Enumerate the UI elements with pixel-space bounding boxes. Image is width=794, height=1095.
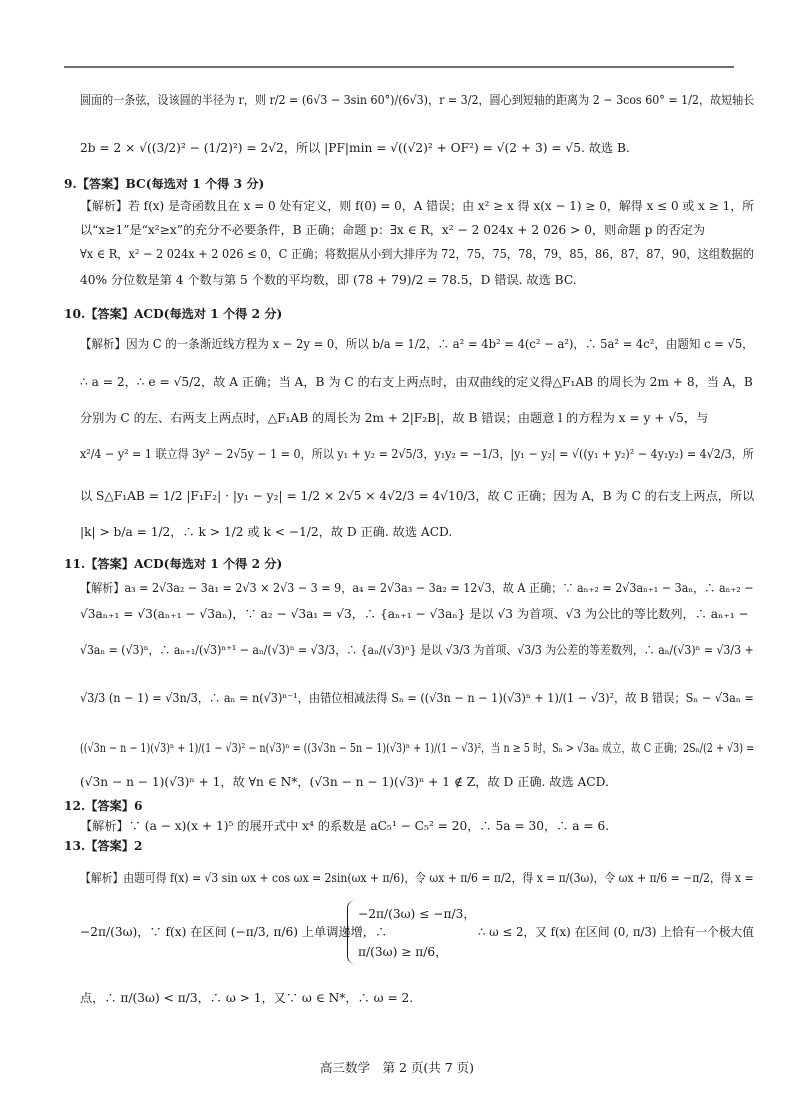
answer-heading-q10: 10.【答案】ACD(每选对 1 个得 2 分) xyxy=(64,307,283,321)
text-line: √3/3 (n − 1) = √3n/3，∴ aₙ = n(√3)ⁿ⁻¹，由错位相减法得 Sₙ = ((√3n − n − 1)(√3)ⁿ + 1)/(1 − √3)²，故 B 错误；Sₙ − √3aₙ = xyxy=(80,691,754,705)
text-line: ∀x ∈ R，x² − 2 024x + 2 026 ≤ 0，C 正确；将数据从小到大排序为 72，75，75，78，79，85，86，87，87，90，这组数据的 xyxy=(80,247,754,261)
text-line: 分别为 C 的左、右两支上两点时，△F₁AB 的周长为 2m + 2|F₂B|，故 B 错误；由题意 l 的方程为 x = y + √5，与 xyxy=(80,411,709,425)
text-line: ∴ ω ≤ 2，又 f(x) 在区间 (0, π/3) 上恰有一个极大值 xyxy=(478,925,755,939)
text-line: 40% 分位数是第 4 个数与第 5 个数的平均数，即 (78 + 79)/2 = 78.5，D 错误. 故选 BC. xyxy=(80,273,577,287)
text-line: ∴ a = 2，∴ e = √5/2，故 A 正确；当 A，B 为 C 的右支上两点时，由双曲线的定义得△F₁AB 的周长为 2m + 8，当 A，B xyxy=(80,375,753,389)
answer-heading-q13: 13.【答案】2 xyxy=(64,839,143,853)
text-line: √3aₙ₊₁ = √3(aₙ₊₁ − √3aₙ)，∵ a₂ − √3a₁ = √3，∴ {aₙ₊₁ − √3aₙ} 是以 √3 为首项、√3 为公比的等比数列，∴ aₙ₊₁ − xyxy=(80,607,749,621)
text-line: (√3n − n − 1)(√3)ⁿ + 1，故 ∀n ∈ N*，(√3n − n − 1)(√3)ⁿ + 1 ∉ Z，故 D 正确. 故选 ACD. xyxy=(80,775,609,789)
text-line: 以 S△F₁AB = 1/2 |F₁F₂| · |y₁ − y₂| = 1/2 × 2√5 × 4√2/3 = 4√10/3，故 C 正确；因为 A，B 为 C 的右支上两点，所以 xyxy=(80,489,755,503)
text-line: |k| > b/a = 1/2，∴ k > 1/2 或 k < −1/2，故 D 正确. 故选 ACD. xyxy=(80,525,453,539)
text-line: x²/4 − y² = 1 联立得 3y² − 2√5y − 1 = 0，所以 y₁ + y₂ = 2√5/3，y₁y₂ = −1/3，|y₁ − y₂| = √((y₁ + y₂)² − 4y₁y₂) = 4√2/3，所 xyxy=(80,447,754,461)
text-line: 【解析】若 f(x) 是奇函数且在 x = 0 处有定义，则 f(0) = 0，A 错误；由 x² ≥ x 得 x(x − 1) ≥ 0，解得 x ≤ 0 或 x ≥ 1，所 xyxy=(80,199,755,213)
text-line: √3aₙ = (√3)ⁿ，∴ aₙ₊₁/(√3)ⁿ⁺¹ − aₙ/(√3)ⁿ = √3/3，∴ {aₙ/(√3)ⁿ} 是以 √3/3 为首项、√3/3 为公差的等差数列，∴ aₙ/(√3)ⁿ = √3/3 + xyxy=(80,643,754,657)
inequality-line: π/(3ω) ≥ π/6， xyxy=(358,945,448,959)
text-line: 【解析】由题可得 f(x) = √3 sin ωx + cos ωx = 2sin(ωx + π/6)，令 ωx + π/6 = π/2，得 x = π/(3ω)，令 ωx + π/6 = −π/2，得 x = xyxy=(80,871,754,885)
text-line: 2b = 2 × √((3/2)² − (1/2)²) = 2√2，所以 |PF|min = √((√2)² + OF²) = √(2 + 3) = √5. 故选 B. xyxy=(80,141,630,155)
text-line: ((√3n − n − 1)(√3)ⁿ + 1)/(1 − √3)² − n(√3)ⁿ = ((3√3n − 5n − 1)(√3)ⁿ + 1)/(1 − √3)²，当 n ≥ 5 时，Sₙ > √3aₙ 成立，故 C 正确；2Sₙ/(2 + √3) = xyxy=(80,741,755,755)
header-rule xyxy=(64,66,734,68)
text-line: 【解析】∵ (a − x)(x + 1)⁵ 的展开式中 x⁴ 的系数是 aC₅¹ − C₅² = 20，∴ 5a = 30，∴ a = 6. xyxy=(80,819,610,833)
answer-heading-q12: 12.【答案】6 xyxy=(64,799,143,813)
inequality-line: −2π/(3ω) ≤ −π/3， xyxy=(358,907,476,921)
text-line: 圆面的一条弦，设该圆的半径为 r，则 r/2 = (6√3 − 3sin 60°)/(6√3)，r = 3/2，圆心到短轴的距离为 2 − 3cos 60° = 1/2，故短轴长 xyxy=(80,93,755,107)
page-footer: 高三数学 第 2 页(共 7 页) xyxy=(319,1060,475,1075)
text-line: 以“x≥1”是“x²≥x”的充分不必要条件，B 正确；命题 p：∃x ∈ R，x² − 2 024x + 2 026 > 0，则命题 p 的否定为 xyxy=(80,223,706,237)
answer-heading-q11: 11.【答案】ACD(每选对 1 个得 2 分) xyxy=(64,557,283,571)
text-line: 点，∴ π/(3ω) < π/3，∴ ω > 1，又∵ ω ∈ N*，∴ ω = 2. xyxy=(80,991,414,1005)
text-line: 【解析】因为 C 的一条渐近线方程为 x − 2y = 0，所以 b/a = 1/2，∴ a² = 4b² = 4(c² − a²)，∴ 5a² = 4c²，由题知 c = √5， xyxy=(80,337,754,351)
answer-heading-q9: 9.【答案】BC(每选对 1 个得 3 分) xyxy=(64,177,265,191)
text-line: 【解析】a₃ = 2√3a₂ − 3a₁ = 2√3 × 2√3 − 3 = 9，a₄ = 2√3a₃ − 3a₂ = 12√3，故 A 正确；∵ aₙ₊₂ = 2√3aₙ₊₁ − 3aₙ，∴ aₙ₊₂ − xyxy=(80,581,754,595)
text-line: −2π/(3ω)，∵ f(x) 在区间 (−π/3, π/6) 上单调递增，∴ xyxy=(80,925,388,939)
